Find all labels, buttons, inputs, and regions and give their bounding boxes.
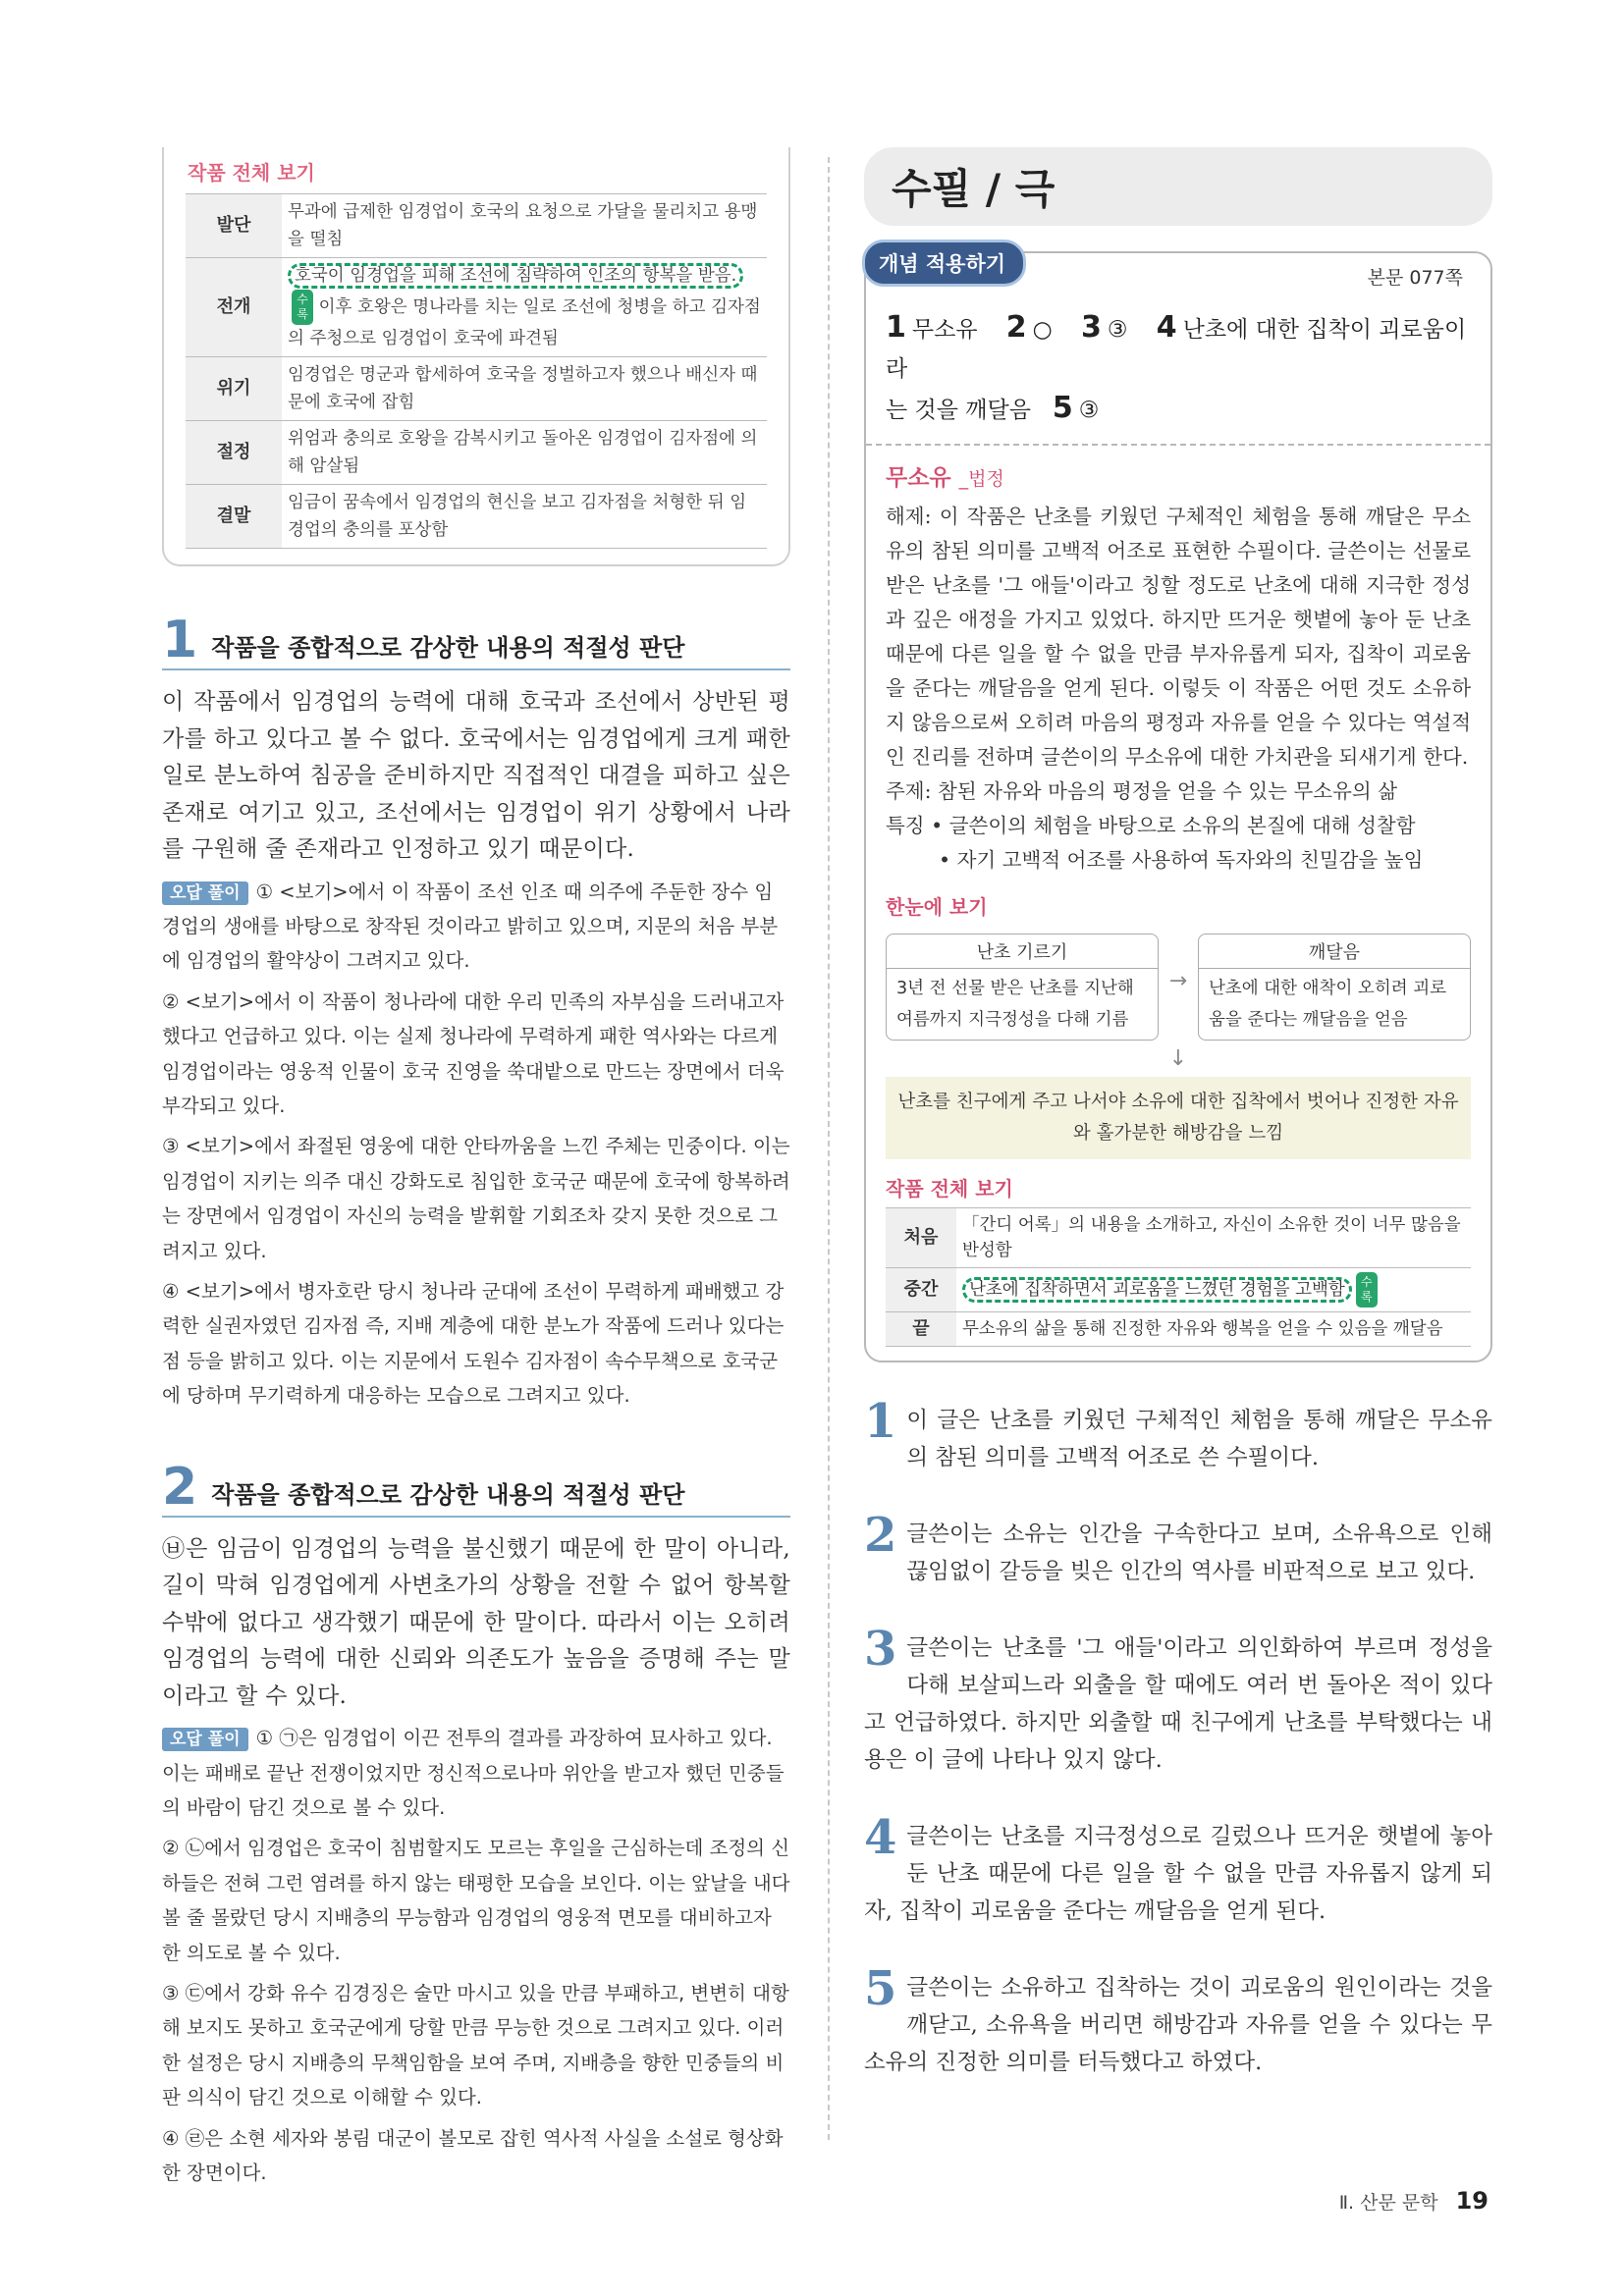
included-tag: 수록 — [292, 290, 313, 325]
included-tag: 수록 — [1356, 1272, 1378, 1308]
question-text: 이 글은 난초를 키웠던 구체적인 체험을 통해 깨달은 무소유의 참된 의미를 고백적 어조로 쓴 수필이다. — [906, 1408, 1492, 1470]
answer-text: 는 것을 깨달음 — [886, 398, 1031, 423]
section-title: 작품을 종합적으로 감상한 내용의 적절성 판단 — [211, 634, 685, 662]
flow-body: 3년 전 선물 받은 난초를 지난해 여름까지 지극정성을 다해 기름 — [896, 979, 1134, 1030]
summary-table — [186, 193, 767, 549]
explanation-text: ㉥은 임금이 임경업의 능력을 불신했기 때문에 한 말이 아니라, 길이 막혀 임경업에게 사변초가의 상황을 전할 수 없어 항복할 수밖에 없다고 생각했기 때문에 한 말이다. 따라서 이는 오히려 임경업의 능력에 대한 신뢰와 의존도가 높음을 증명해 주는 말이라고 할 수 있다. — [162, 1535, 790, 1709]
question-number: 3 — [864, 1622, 897, 1677]
arrow-right-icon: → — [1168, 969, 1188, 993]
answer-line — [886, 308, 1473, 389]
page-reference: 본문 077쪽 — [1367, 267, 1463, 289]
summary-text: 임금이 꿈속에서 임경업의 현신을 보고 김자점을 처형한 뒤 임경업의 충의를 포상함 — [282, 485, 767, 549]
arrow-down-icon: ↓ — [1168, 1046, 1188, 1071]
concept-badge: 개념 적용하기 — [862, 240, 1026, 287]
summary-text: 위엄과 충의로 호왕을 감복시키고 돌아온 임경업이 김자점에 의해 암살됨 — [282, 421, 767, 485]
glance-title: 한눈에 보기 — [886, 895, 988, 919]
wrong-answer-note: ④ ㉣은 소현 세자와 봉림 대군이 볼모로 잡힌 역사적 사실을 소설로 형상화한 장면이다. — [162, 2126, 784, 2184]
answer-section-2 — [162, 1457, 790, 2191]
work-feature: • 자기 고백적 어조를 사용하여 독자와의 친밀감을 높임 — [939, 848, 1424, 872]
answer-line — [886, 389, 1473, 430]
answer-number: 5 — [1052, 391, 1073, 425]
wrong-answer-note: ③ ㉢에서 강화 유수 김경징은 술만 마시고 있을 만큼 부패하고, 변변히 대항해 보지도 못하고 호국군에게 당할 만큼 무능한 것으로 그려지고 있다. 이러한 설정은 당시 지배층의 무책임함을 보여 주며, 지배층을 향한 민중들의 비판 의식이 담긴 것으로 이해할 수 있다. — [162, 1981, 789, 2109]
work-feature: 특징 • 글쓴이의 체험을 바탕으로 소유의 본질에 대해 성찰함 — [886, 814, 1416, 837]
highlighted-excerpt: 난초에 집착하면서 괴로움을 느꼈던 경험을 고백함 — [962, 1277, 1352, 1303]
footer-section: Ⅱ. 산문 문학 — [1338, 2192, 1438, 2214]
answer-text: ○ — [1032, 317, 1053, 343]
summary-title: 작품 전체 보기 — [188, 161, 315, 185]
summary-label: 전개 — [186, 258, 282, 357]
wrong-answer-badge: 오답 풀이 — [162, 881, 248, 905]
section-title: 작품을 종합적으로 감상한 내용의 적절성 판단 — [211, 1480, 685, 1509]
question-answers — [864, 1394, 1492, 2081]
summary-row — [186, 357, 767, 421]
flow-box-right — [1198, 934, 1471, 1041]
question-number: 2 — [864, 1508, 897, 1563]
summary-text-rest: 이후 호왕은 명나라를 치는 일로 조선에 청병을 하고 김자점의 주청으로 임경업이 호국에 파견됨 — [288, 297, 761, 348]
work-commentary: 해제: 이 작품은 난초를 키웠던 구체적인 체험을 통해 깨달은 무소유의 참된 의미를 고백적 어조로 표현한 수필이다. 글쓴이는 선물로 받은 난초를 '그 애들'이라고 칭할 정도로 난초에 대해 지극한 정성과 깊은 애정을 가지고 있었다. 하지만 뜨거운 햇볕에 놓아 둔 난초 때문에 다른 일을 할 수 없을 만큼 부자유롭게 되자, 집착이 괴로움을 준다는 깨달음을 얻게 된다. 이렇듯 이 작품은 어떤 것도 소유하지 않음으로써 오히려 마음의 평정과 자유를 얻을 수 있다는 역설적인 진리를 전하며 글쓴이의 무소유에 대한 가치관을 되새기게 한다. — [886, 505, 1471, 769]
left-column — [162, 147, 790, 2190]
note-text: ① <보기>에서 이 작품이 조선 인조 때 의주에 주둔한 장수 임경업의 생애를 바탕으로 창작된 것이라고 밝히고 있으며, 지문의 처음 부분에 임경업의 활약상이 그려지고 있다. — [162, 880, 779, 973]
summary-row — [186, 485, 767, 549]
answer-section-1 — [162, 611, 790, 1414]
column-divider — [828, 157, 830, 2140]
summary-row — [886, 1268, 1471, 1312]
wrong-answer-note: ② ㉡에서 임경업은 호국이 침범할지도 모르는 후일을 근심하는데 조정의 신하들은 전혀 그런 염려를 하지 않는 태평한 모습을 보인다. 이는 앞날을 내다볼 줄 몰랐던 당시 지배층의 무능함과 임경업의 영웅적 면모를 대비하고자 한 의도로 볼 수 있다. — [162, 1837, 790, 1964]
section-number: 1 — [162, 611, 198, 669]
answer-text: ③ — [1107, 317, 1128, 343]
wrong-answer-note: ③ <보기>에서 좌절된 영웅에 대한 안타까움을 느낀 주체는 민중이다. 이는 임경업이 지키는 의주 대신 강화도로 침입한 호국군 때문에 호국에 항복하려는 장면에서 임경업이 자신의 능력을 발휘할 기회조차 갖지 못한 것으로 그려지고 있다. — [162, 1135, 790, 1262]
summary-label: 절정 — [186, 421, 282, 485]
summary-text: 무과에 급제한 임경업이 호국의 요청으로 가달을 물리치고 용맹을 떨침 — [282, 194, 767, 258]
summary-text: 임경업은 명군과 합세하여 호국을 정벌하고자 했으나 배신자 때문에 호국에 잡힘 — [282, 357, 767, 421]
section-heading — [162, 611, 790, 670]
work-author: _법정 — [958, 468, 1004, 490]
wrong-answer-note: ② <보기>에서 이 작품이 청나라에 대한 우리 민족의 자부심을 드러내고자 했다고 언급하고 있다. 이는 실제 청나라에 무력하게 패한 역사와는 다르게 임경업이라는 영웅적 인물이 호국 진영을 쑥대밭으로 만드는 장면에서 더욱 부각되고 있다. — [162, 989, 785, 1117]
summary-text: 「간디 어록」의 내용을 소개하고, 자신이 소유한 것이 너무 많음을 반성함 — [956, 1208, 1471, 1268]
summary-label: 중간 — [886, 1268, 956, 1312]
flow-body: 난초에 대한 애착이 오히려 괴로움을 준다는 깨달음을 얻음 — [1209, 979, 1447, 1030]
summary-table — [886, 1207, 1471, 1347]
summary-row — [186, 194, 767, 258]
answer-text: ③ — [1078, 398, 1100, 423]
flow-diagram — [886, 934, 1471, 1041]
question-number: 1 — [864, 1394, 897, 1449]
summary-title: 작품 전체 보기 — [886, 1177, 1013, 1201]
question-answer — [864, 1508, 1492, 1590]
flow-conclusion: 난초를 친구에게 주고 나서야 소유에 대한 집착에서 벗어나 진정한 자유와 홀가분한 해방감을 느낌 — [886, 1077, 1471, 1159]
answer-number: 3 — [1080, 310, 1102, 345]
summary-box — [162, 147, 790, 566]
explanation-text: 이 작품에서 임경업의 능력에 대해 호국과 조선에서 상반된 평가를 하고 있다고 볼 수 없다. 호국에서는 임경업에게 크게 패한 일로 분노하여 침공을 준비하지만 직접적인 대결을 피하고 싶은 존재로 여기고 있고, 조선에서는 임경업이 위기 상황에서 나라를 구원해 줄 존재라고 인정하고 있기 때문이다. — [162, 689, 790, 862]
question-text: 글쓴이는 소유는 인간을 구속한다고 보며, 소유욕으로 인해 끊임없이 갈등을 빚은 인간의 역사를 비판적으로 보고 있다. — [906, 1522, 1492, 1584]
summary-label: 결말 — [186, 485, 282, 549]
flow-box-left — [886, 934, 1159, 1041]
answer-number: 4 — [1156, 310, 1177, 345]
page-number: 19 — [1455, 2187, 1489, 2215]
work-analysis — [866, 446, 1490, 1347]
wrong-answer-note — [162, 1721, 790, 1825]
concept-box — [864, 251, 1492, 1362]
question-answer — [864, 1622, 1492, 1779]
question-answer — [864, 1961, 1492, 2081]
answer-text: 무소유 — [911, 317, 978, 343]
highlighted-excerpt: 호국이 임경업을 피해 조선에 침략하여 인조의 항복을 받음. — [288, 263, 743, 289]
note-text: ① ㉠은 임경업이 이끈 전투의 결과를 과장하여 묘사하고 있다. 이는 패배로 끝난 전쟁이었지만 정신적으로나마 위안을 받고자 했던 민중들의 바람이 담긴 것으로 볼 수 있다. — [162, 1727, 785, 1819]
summary-row — [186, 258, 767, 357]
page-footer — [1339, 2187, 1489, 2215]
work-title-text: 무소유 — [886, 465, 951, 491]
summary-row — [186, 421, 767, 485]
right-column — [864, 147, 1492, 2081]
question-answer — [864, 1810, 1492, 1930]
work-title — [886, 459, 1471, 492]
work-theme: 주제: 참된 자유와 마음의 평정을 얻을 수 있는 무소유의 삶 — [886, 779, 1398, 803]
question-text: 글쓴이는 난초를 지극정성으로 길렀으나 뜨거운 햇볕에 놓아 둔 난초 때문에 다른 일을 할 수 없을 만큼 자유롭지 않게 되자, 집착이 괴로움을 준다는 깨달음을 얻게 된다. — [864, 1824, 1492, 1924]
genre-heading: 수필 / 극 — [864, 147, 1492, 226]
question-number: 5 — [864, 1961, 897, 2016]
summary-label: 처음 — [886, 1208, 956, 1268]
answer-number: 1 — [886, 310, 906, 345]
answer-number: 2 — [1005, 310, 1027, 345]
summary-text — [956, 1268, 1471, 1312]
wrong-answer-note: ④ <보기>에서 병자호란 당시 청나라 군대에 조선이 무력하게 패배했고 강력한 실권자였던 김자점 즉, 지배 계층에 대한 분노가 작품에 드러나 있다는 점 등을 밝히고 있다. 이는 지문에서 도원수 김자점이 속수무책으로 호국군에 당하며 무기력하게 대응하는 모습으로 그려지고 있다. — [162, 1279, 785, 1408]
wrong-answer-badge: 오답 풀이 — [162, 1728, 248, 1751]
summary-label: 발단 — [186, 194, 282, 258]
question-text: 글쓴이는 난초를 '그 애들'이라고 의인화하여 부르며 정성을 다해 보살피느라 외출을 할 때에도 여러 번 돌아온 적이 있다고 언급하였다. 하지만 외출할 때 친구에게 난초를 부탁했다는 내용은 이 글에 나타나 있지 않다. — [864, 1635, 1492, 1773]
flow-head: 난초 기르기 — [887, 934, 1158, 969]
section-heading — [162, 1457, 790, 1518]
summary-label: 위기 — [186, 357, 282, 421]
question-text: 글쓴이는 소유하고 집착하는 것이 괴로움의 원인이라는 것을 깨닫고, 소유욕을 버리면 해방감과 자유를 얻을 수 있다는 무소유의 진정한 의미를 터득했다고 하였다. — [864, 1975, 1492, 2075]
summary-label: 끝 — [886, 1312, 956, 1347]
summary-row — [886, 1208, 1471, 1268]
summary-row — [886, 1312, 1471, 1347]
flow-head: 깨달음 — [1199, 934, 1470, 969]
summary-text — [282, 258, 767, 357]
wrong-answer-note — [162, 875, 790, 979]
summary-text: 무소유의 삶을 통해 진정한 자유와 행복을 얻을 수 있음을 깨달음 — [956, 1312, 1471, 1347]
answer-text: 난초에 대한 집착이 괴로움이라 — [886, 317, 1467, 382]
question-number: 4 — [864, 1810, 897, 1865]
question-answer — [864, 1394, 1492, 1476]
section-number: 2 — [162, 1457, 198, 1517]
